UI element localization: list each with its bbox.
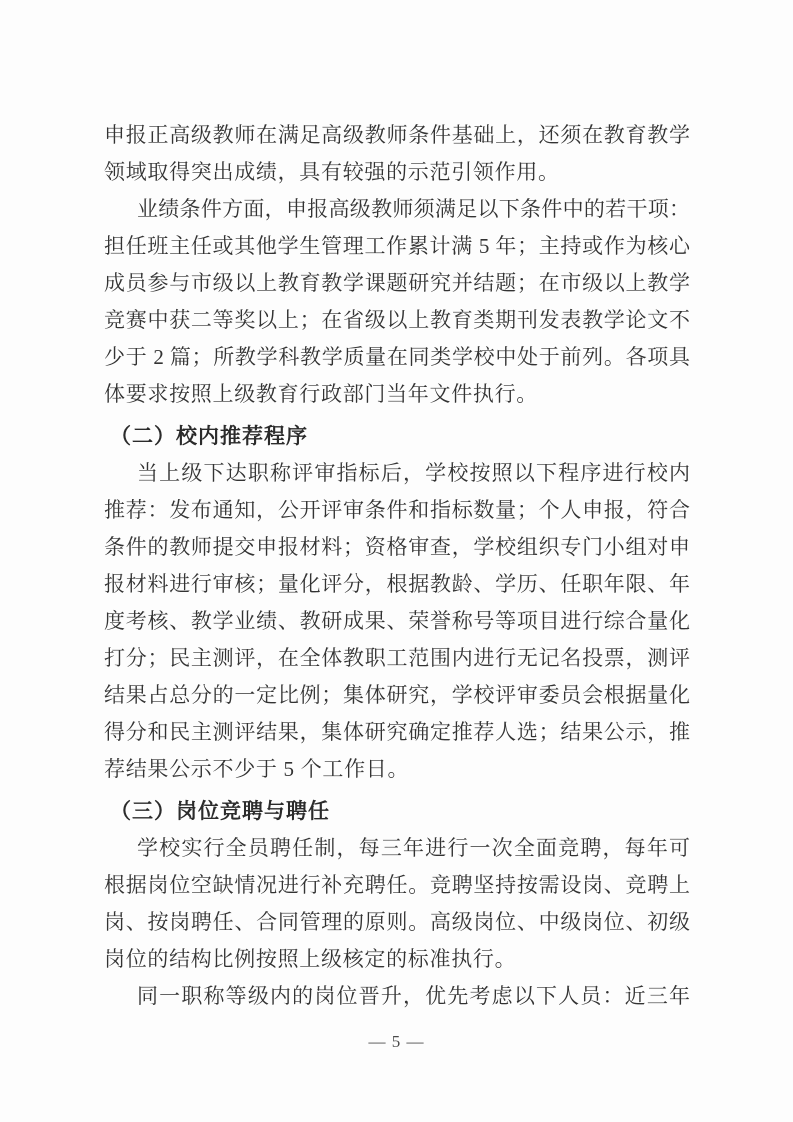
body-line: 体要求按照上级教育行政部门当年文件执行。 bbox=[104, 382, 538, 406]
page-number: — 5 — bbox=[368, 1032, 425, 1051]
body-line: 报材料进行审核；量化评分，根据教龄、学历、任职年限、年 bbox=[104, 572, 690, 596]
section-heading: （二）校内推荐程序 bbox=[110, 424, 308, 448]
section-heading: （三）岗位竞聘与聘任 bbox=[110, 799, 330, 823]
body-line: 条件的教师提交申报材料；资格审查，学校组织专门小组对申 bbox=[104, 535, 690, 559]
body-line: 担任班主任或其他学生管理工作累计满 5 年；主持或作为核心 bbox=[104, 234, 690, 258]
page-body bbox=[104, 117, 690, 1015]
body-line: 荐结果公示不少于 5 个工作日。 bbox=[104, 757, 410, 781]
body-line: 打分；民主测评，在全体教职工范围内进行无记名投票，测评 bbox=[104, 646, 690, 670]
body-line: 业绩条件方面，申报高级教师须满足以下条件中的若干项： bbox=[137, 197, 690, 221]
body-line: 得分和民主测评结果，集体研究确定推荐人选；结果公示，推 bbox=[104, 720, 690, 744]
body-line: 竞赛中获二等奖以上；在省级以上教育类期刊发表教学论文不 bbox=[104, 308, 690, 332]
body-line: 当上级下达职称评审指标后，学校按照以下程序进行校内 bbox=[137, 461, 690, 485]
body-line: 度考核、教学业绩、教研成果、荣誉称号等项目进行综合量化 bbox=[104, 609, 690, 633]
body-line: 同一职称等级内的岗位晋升，优先考虑以下人员：近三年 bbox=[137, 984, 690, 1008]
body-line: 领域取得突出成绩，具有较强的示范引领作用。 bbox=[104, 160, 560, 184]
body-line: 根据岗位空缺情况进行补充聘任。竞聘坚持按需设岗、竞聘上 bbox=[104, 873, 690, 897]
body-line: 结果占总分的一定比例；集体研究，学校评审委员会根据量化 bbox=[104, 683, 690, 707]
body-line: 申报正高级教师在满足高级教师条件基础上，还须在教育教学 bbox=[104, 123, 690, 147]
body-line: 学校实行全员聘任制，每三年进行一次全面竞聘，每年可 bbox=[137, 836, 690, 860]
body-line: 推荐：发布通知，公开评审条件和指标数量；个人申报，符合 bbox=[104, 498, 690, 522]
body-line: 岗位的结构比例按照上级核定的标准执行。 bbox=[104, 947, 517, 971]
body-line: 成员参与市级以上教育教学课题研究并结题；在市级以上教学 bbox=[104, 271, 690, 295]
body-line: 岗、按岗聘任、合同管理的原则。高级岗位、中级岗位、初级 bbox=[104, 910, 690, 934]
body-line: 少于 2 篇；所教学科教学质量在同类学校中处于前列。各项具 bbox=[104, 345, 690, 369]
